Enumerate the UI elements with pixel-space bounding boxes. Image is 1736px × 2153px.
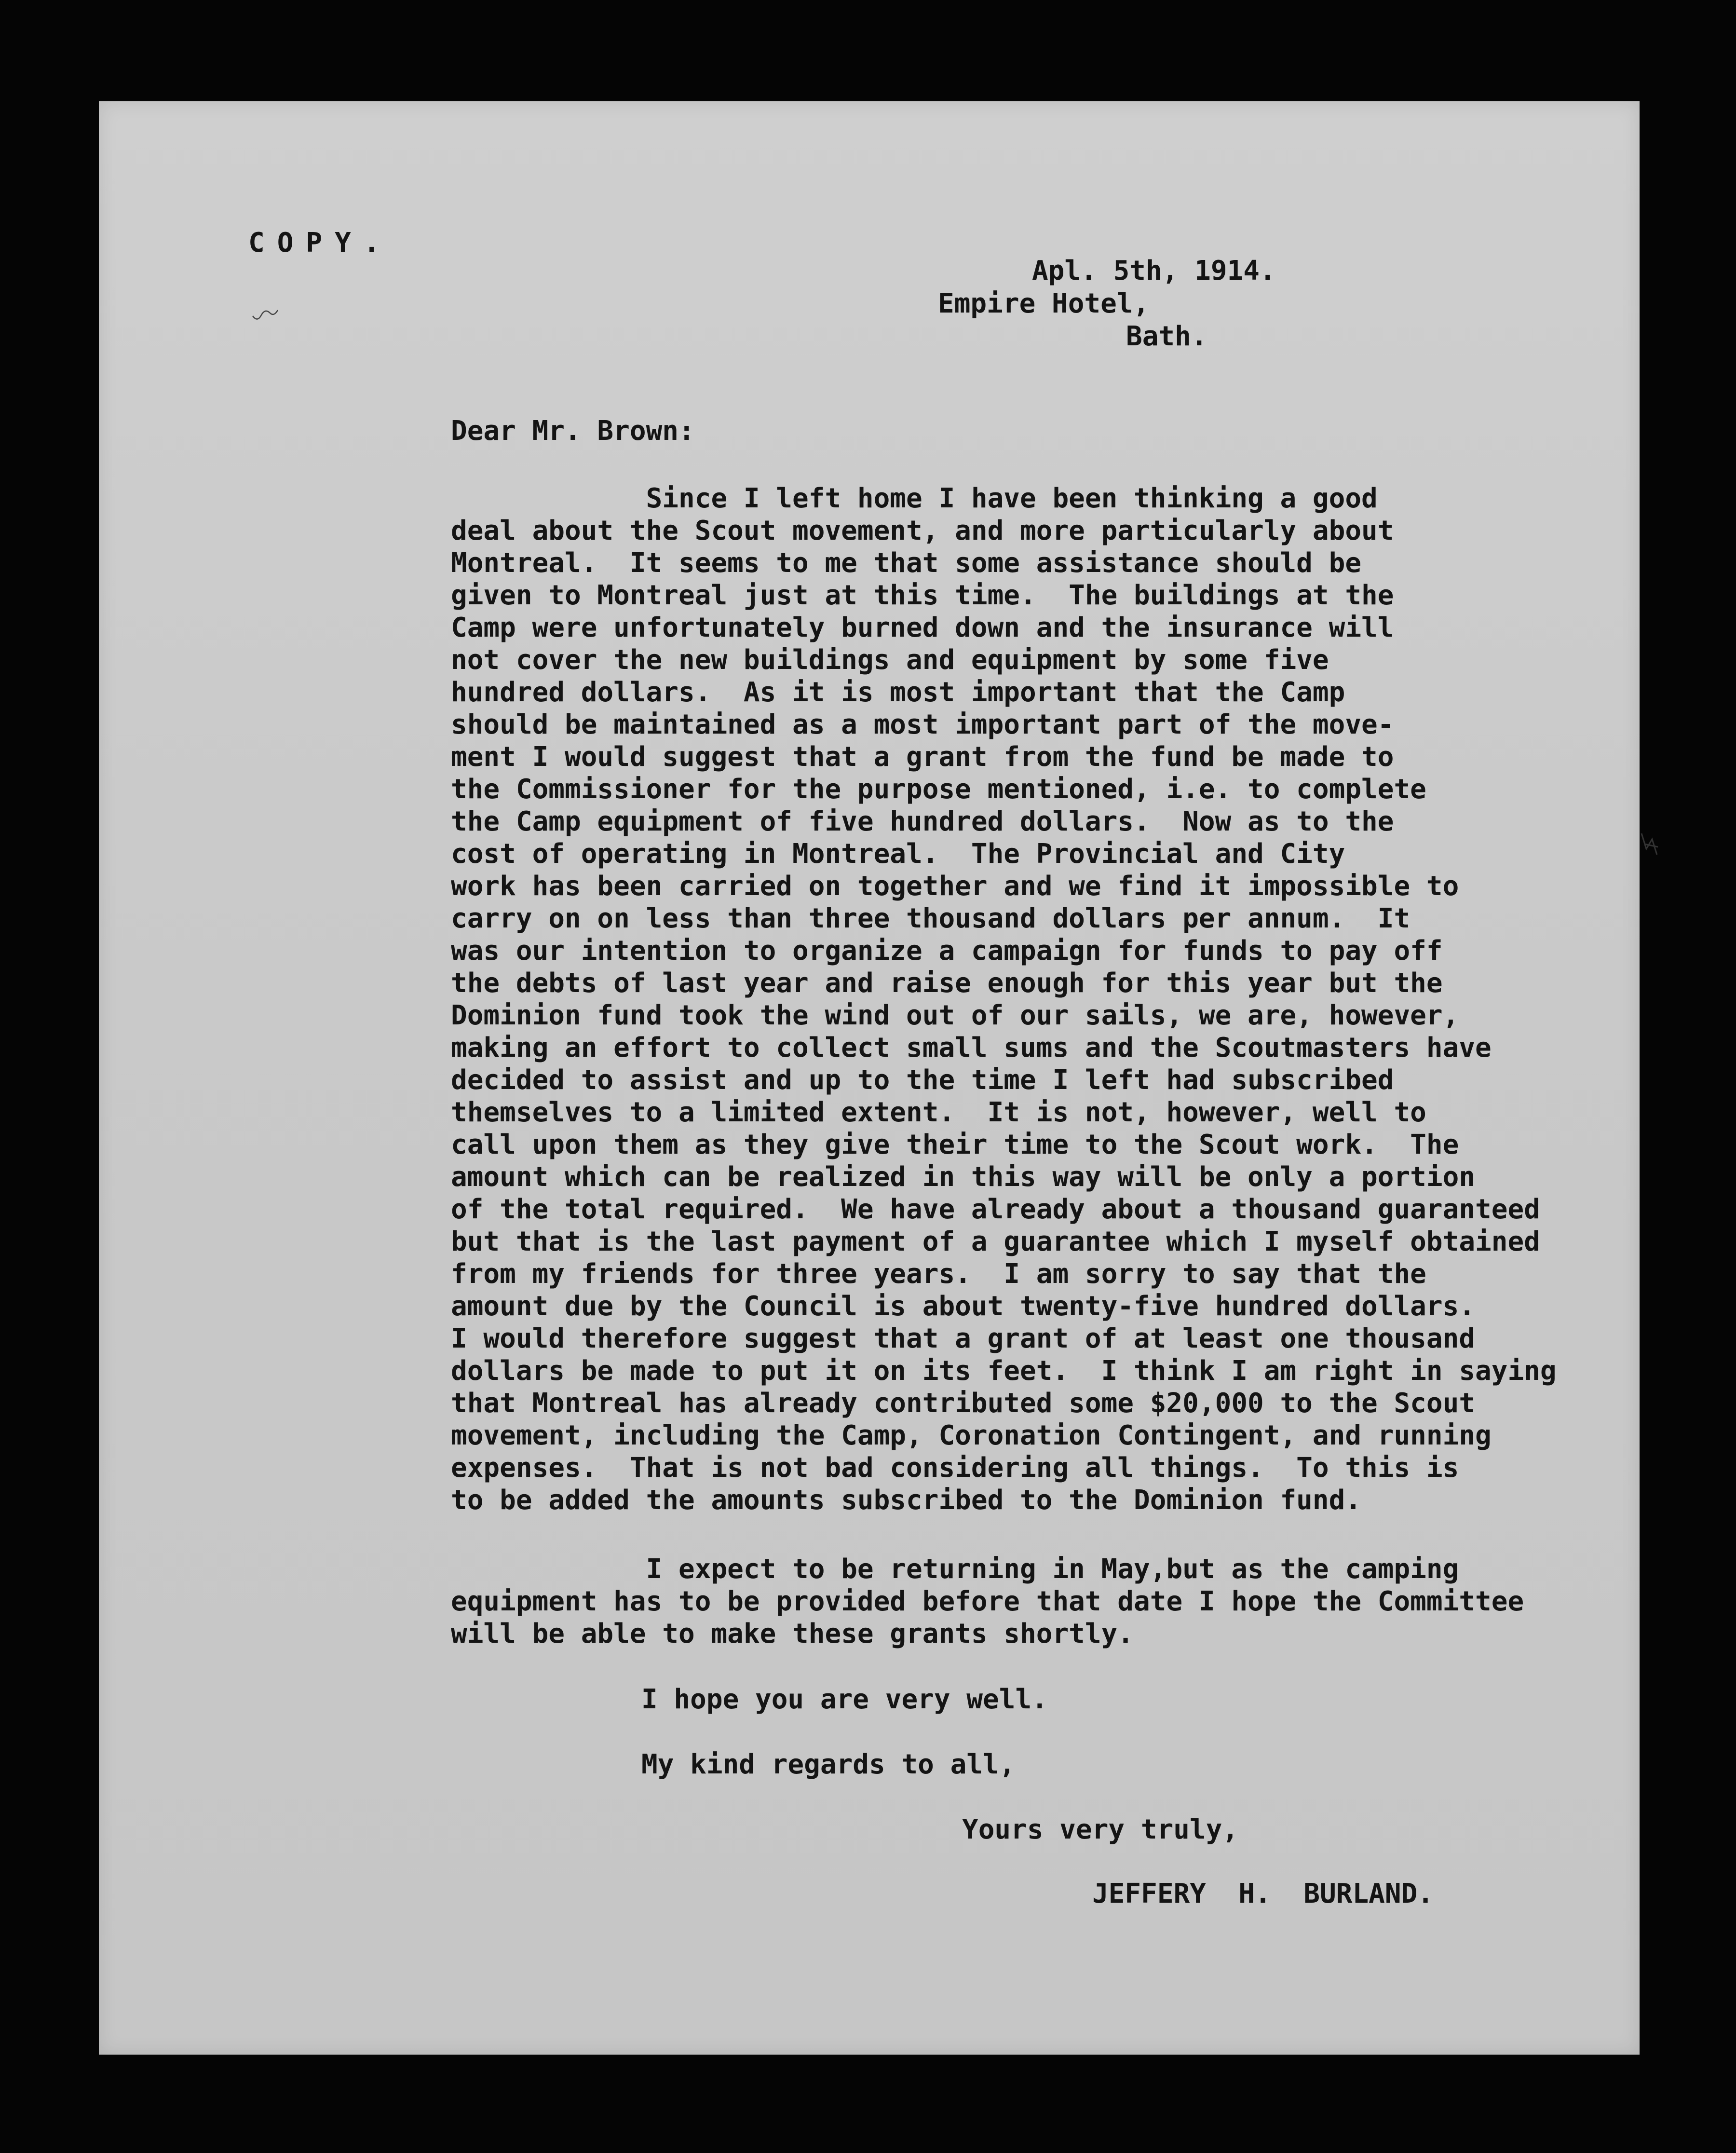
margin-pencil-mark — [1635, 830, 1664, 863]
address-line-hotel: Empire Hotel, — [938, 288, 1150, 319]
closing-line-wellbeing: I hope you are very well. — [641, 1684, 1048, 1715]
body-paragraph-2: I expect to be returning in May,but as the camping equipment has to be provided before that date I hope the Committee will be able to make these grants shortly. — [451, 1553, 1524, 1649]
margin-tick-mark — [251, 306, 280, 326]
letter-date: Apl. 5th, 1914. — [1032, 255, 1276, 286]
body-paragraph-1: Since I left home I have been thinking a good deal about the Scout movement, and more particularly about Montreal. It seems to me that some assistance should be given to Montreal just at this time. The buildings at the Camp were unfortunately burned down and the insurance will not cover the new buildings and equipment by some five hundred dollars. As it is most important that the Camp should be maintained as a most important part of the move- ment I would suggest that a grant from the fund be made to the Commissioner for the purpose mentioned, i.e. to complete the Camp equipment of five hundred dollars. Now as to the cost of operating in Montreal. The Provincial and City work has been carried on together and we find it impossible to carry on on less than three thousand dollars per annum. It was our intention to organize a campaign for funds to pay off the debts of last year and raise enough for this year but the Dominion fund took the wind out of our sails, we are, however, making an effort to collect small sums and the Scoutmasters have decided to assist and up to the time I left had subscribed themselves to a limited extent. It is not, however, well to call upon them as they give their time to the Scout work. The amount which can be realized in this way will be only a portion of the total required. We have already about a thousand guaranteed but that is the last payment of a guarantee which I myself obtained from my friends for three years. I am sorry to say that the amount due by the Council is about twenty-five hundred dollars. I would therefore suggest that a grant of at least one thousand dollars be made to put it on its feet. I think I am right in saying that Montreal has already contributed some $20,000 to the Scout movement, including the Camp, Coronation Contingent, and running expenses. That is not bad considering all things. To this is to be added the amounts subscribed to the Dominion fund. — [451, 483, 1557, 1516]
copy-mark: COPY. — [248, 227, 393, 259]
signature-name: JEFFERY H. BURLAND. — [1092, 1878, 1434, 1909]
address-line-city: Bath. — [1126, 321, 1207, 352]
valediction: Yours very truly, — [962, 1814, 1239, 1845]
salutation: Dear Mr. Brown: — [451, 415, 695, 447]
closing-line-regards: My kind regards to all, — [641, 1749, 1016, 1780]
